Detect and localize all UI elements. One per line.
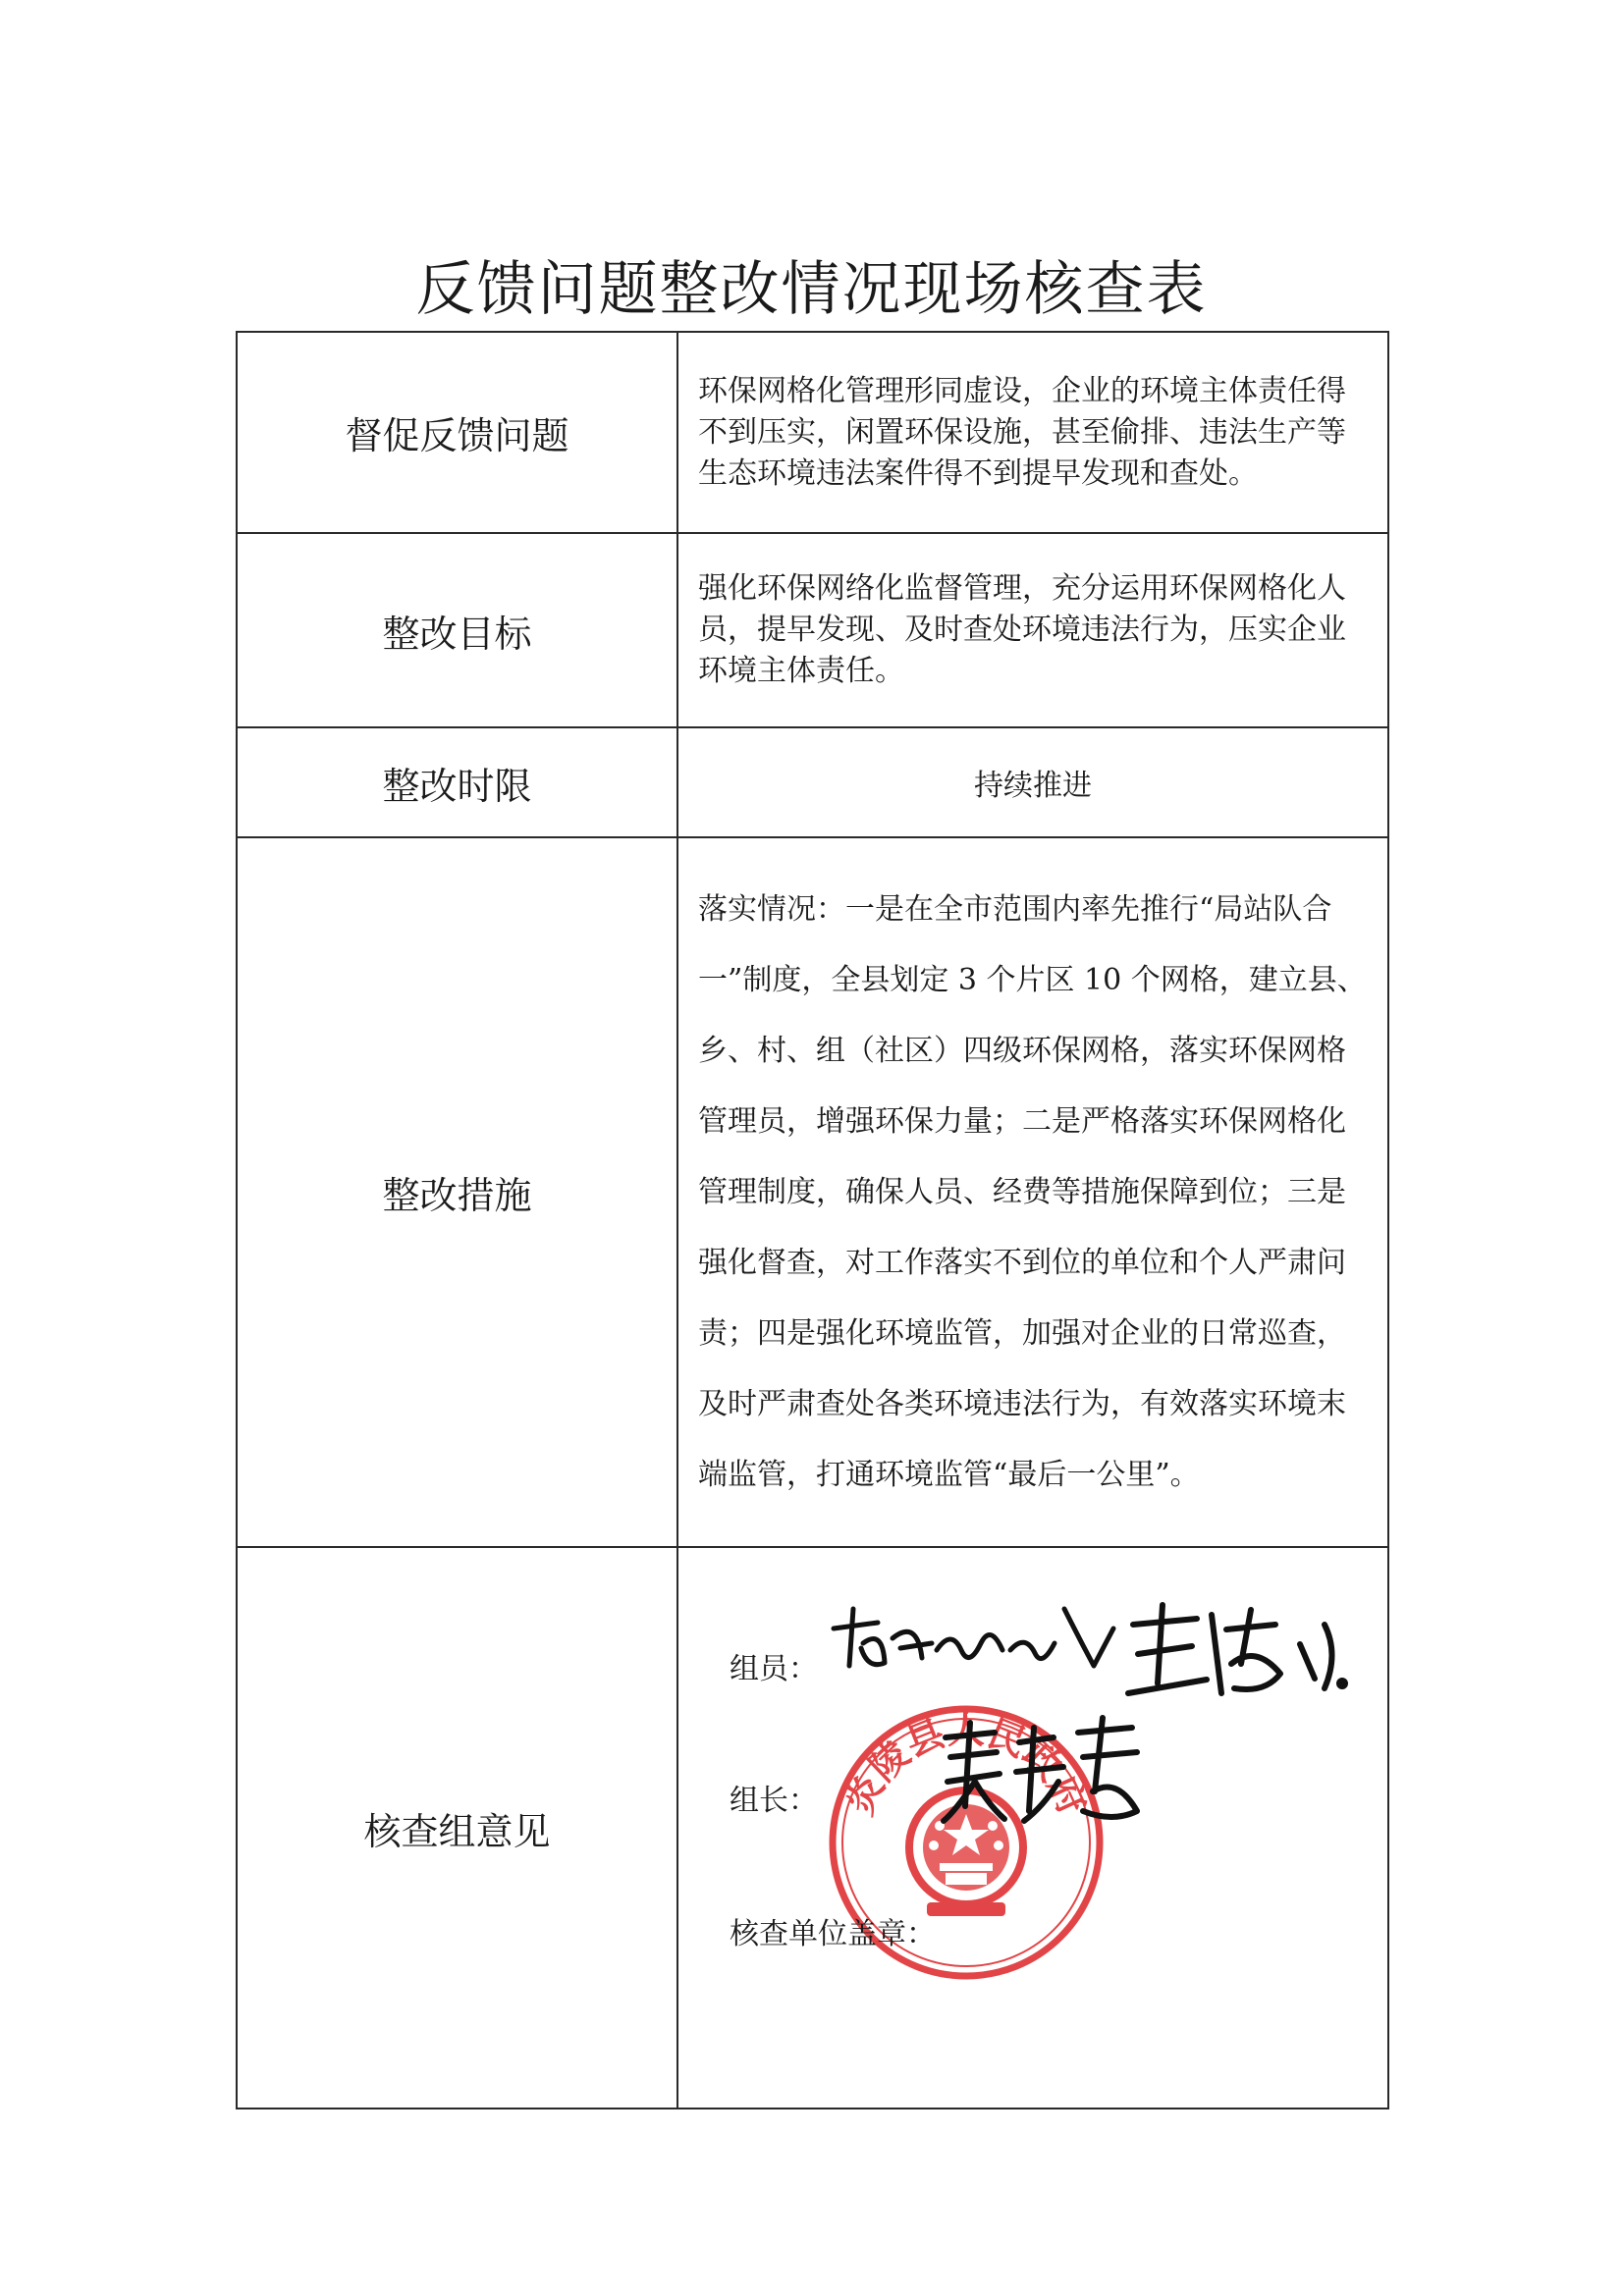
row-content: 持续推进 bbox=[677, 727, 1388, 837]
row-label: 整改目标 bbox=[237, 533, 677, 727]
table-row bbox=[237, 1547, 1388, 2109]
page-title: 反馈问题整改情况现场核查表 bbox=[415, 255, 1208, 324]
row-content: 环保网格化管理形同虚设，企业的环境主体责任得不到压实，闲置环保设施，甚至偷排、违法生产等生态环境违法案件得不到提早发现和查处。 bbox=[677, 332, 1388, 533]
seal-label: 核查单位盖章： bbox=[730, 1917, 936, 1951]
row-label: 督促反馈问题 bbox=[237, 332, 677, 533]
row-content: 落实情况：一是在全市范围内率先推行“局站队合一”制度，全县划定 3 个片区 10 个网格，建立县、乡、村、组（社区）四级环保网格，落实环保网格管理员，增强环保力量；二是严格落实环保网格化管理制度，确保人员、经费等措施保障到位；三是强化督查，对工作落实不到位的单位和个人严肃问责；四是强化环境监管，加强对企业的日常巡查，及时严肃查处各类环境违法行为，有效落实环境末端监管，打通环境监管“最后一公里”。 bbox=[677, 837, 1388, 1547]
row-label: 整改时限 bbox=[237, 727, 677, 837]
leader-signature bbox=[936, 1713, 1152, 1831]
row-label: 整改措施 bbox=[237, 837, 677, 1547]
row-label: 核查组意见 bbox=[237, 1547, 677, 2109]
leader-label: 组长： bbox=[730, 1784, 818, 1818]
table-row bbox=[237, 533, 1388, 727]
member-signature-2 bbox=[1118, 1585, 1354, 1713]
seal-text: 炎陵县人民政府 bbox=[838, 1708, 1095, 1822]
table-row bbox=[237, 727, 1388, 837]
table-row bbox=[237, 837, 1388, 1547]
member-label: 组员： bbox=[730, 1652, 818, 1686]
verification-table bbox=[236, 331, 1389, 2109]
table-row bbox=[237, 332, 1388, 533]
opinion-area bbox=[678, 1548, 1387, 2106]
member-signature-1 bbox=[824, 1589, 1128, 1707]
opinion-cell bbox=[677, 1547, 1388, 2109]
row-content: 强化环保网络化监督管理，充分运用环保网格化人员，提早发现、及时查处环境违法行为，压实企业环境主体责任。 bbox=[677, 533, 1388, 727]
